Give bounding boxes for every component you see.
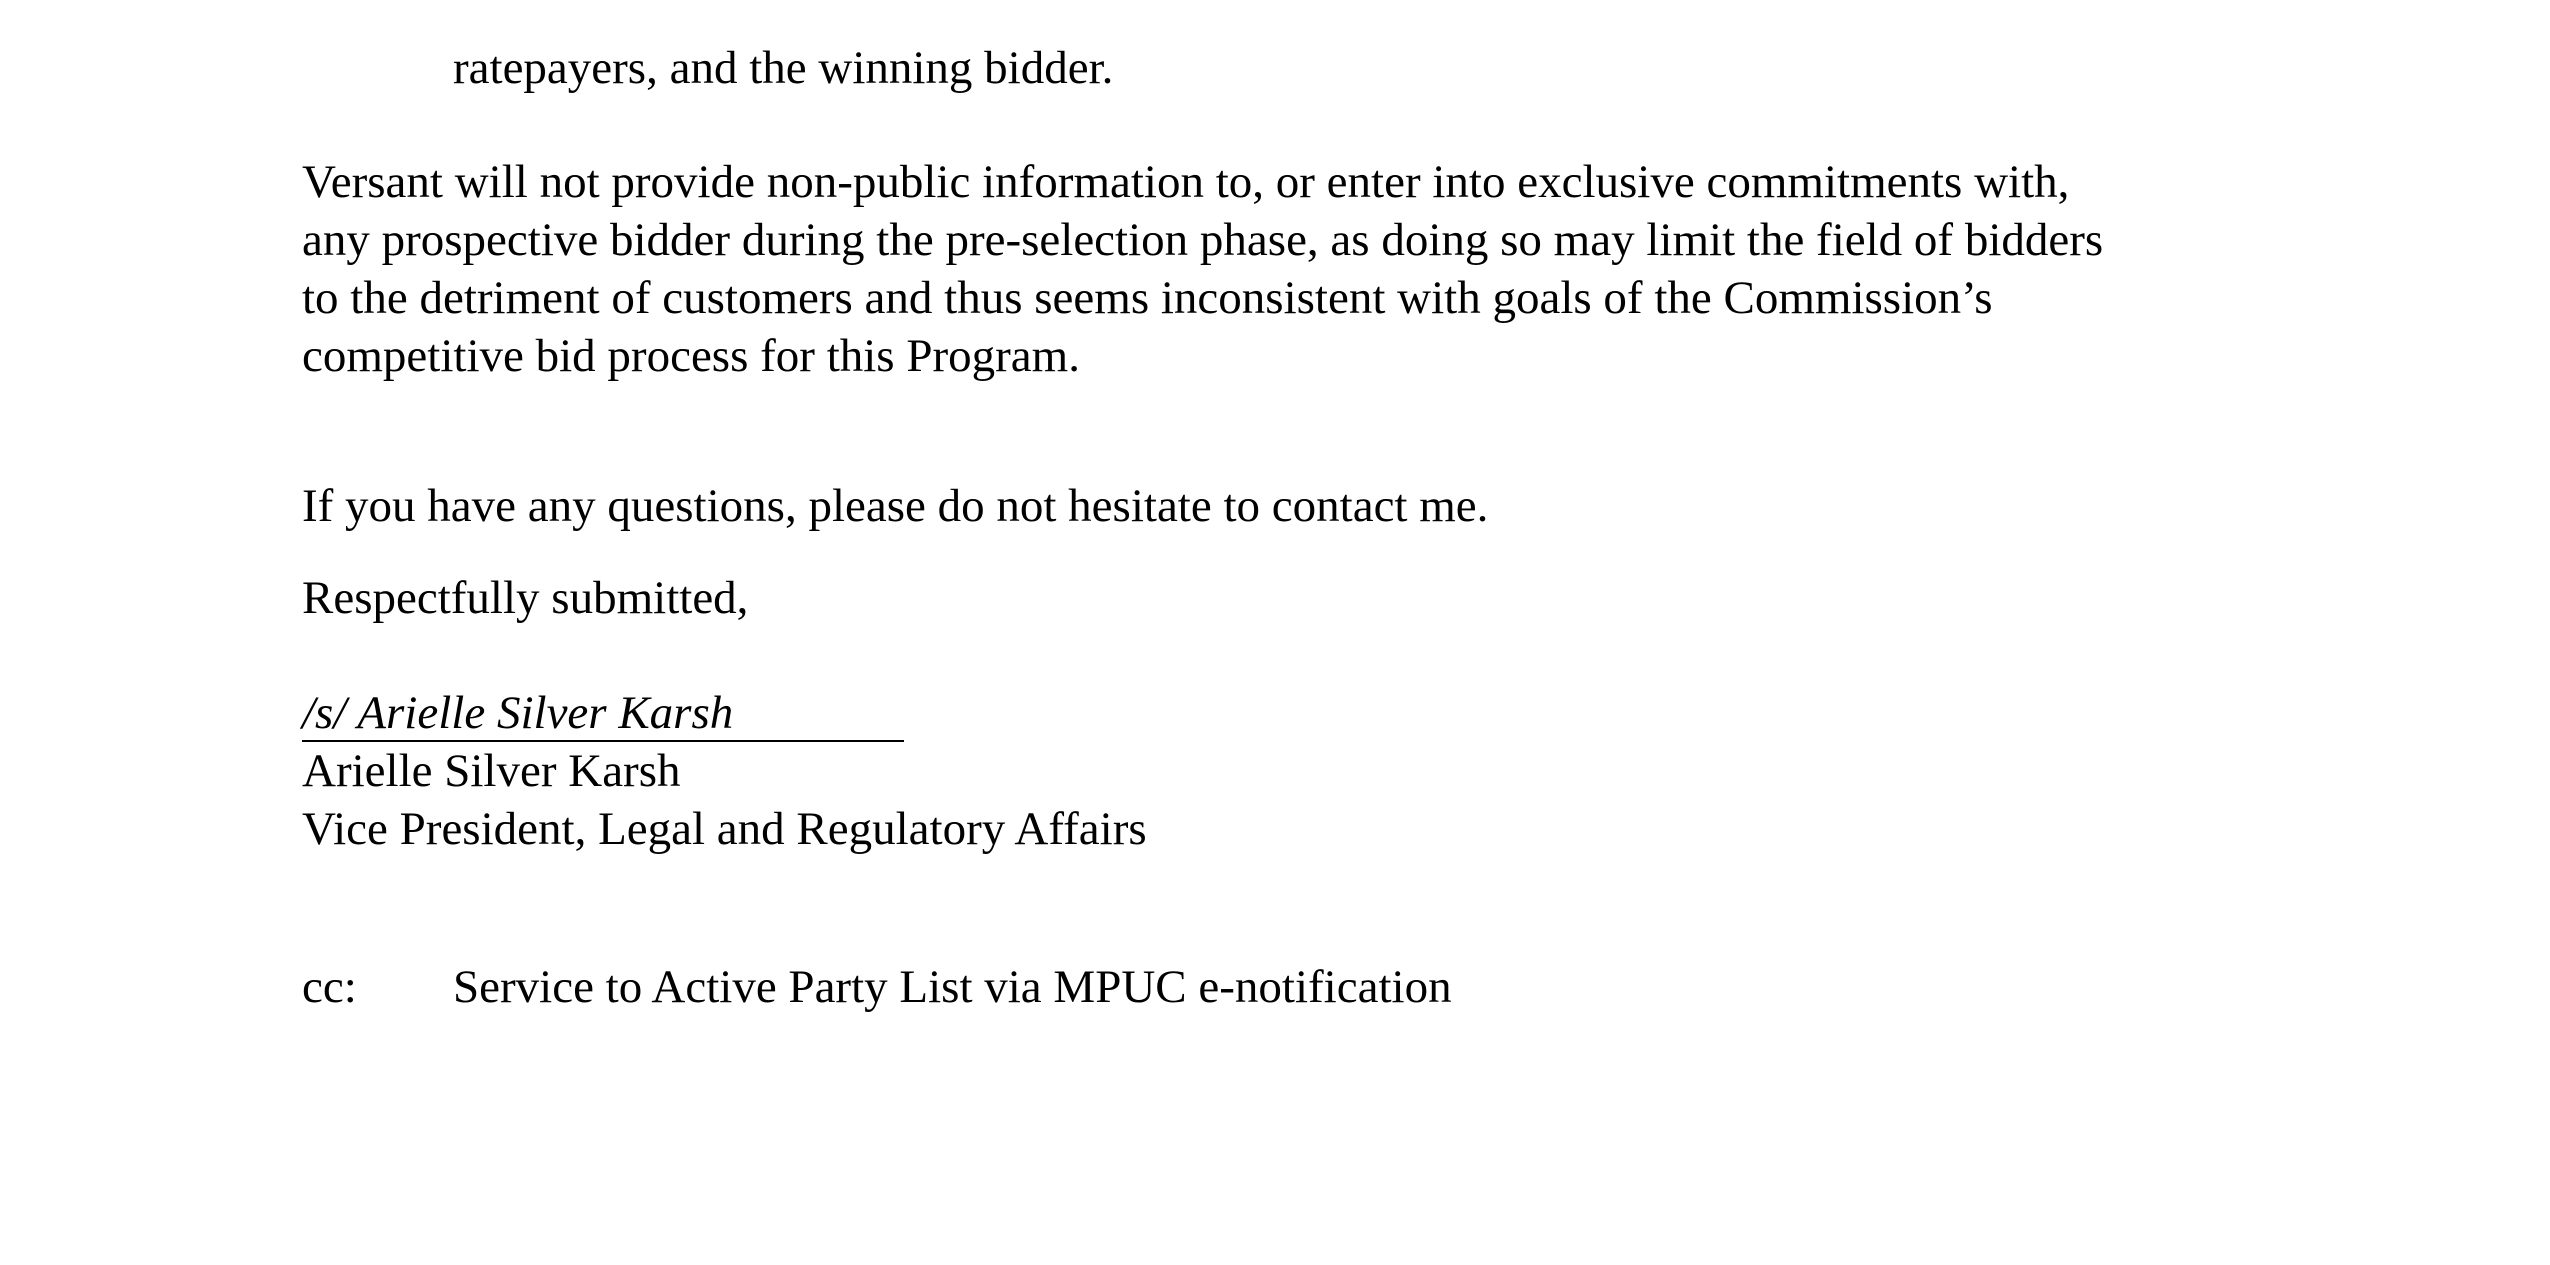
- paragraph-line: to the detriment of customers and thus seems inconsistent with goals of the Commission’s: [302, 272, 1993, 324]
- paragraph-line: Versant will not provide non-public information to, or enter into exclusive commitments with,: [302, 156, 2070, 208]
- continuation-line: ratepayers, and the winning bidder.: [453, 42, 1114, 94]
- cc-recipient-text: Service to Active Party List via MPUC e-notification: [453, 961, 1452, 1013]
- paragraph-line: any prospective bidder during the pre-selection phase, as doing so may limit the field of bidders: [302, 214, 2104, 266]
- signature-block: [302, 684, 904, 742]
- signer-name: Arielle Silver Karsh: [302, 745, 681, 797]
- signer-title: Vice President, Legal and Regulatory Affairs: [302, 803, 1147, 855]
- closing-text: Respectfully submitted,: [302, 572, 749, 624]
- questions-line: If you have any questions, please do not hesitate to contact me.: [302, 480, 1489, 532]
- signature-text: /s/ Arielle Silver Karsh: [302, 687, 734, 739]
- paragraph-line: competitive bid process for this Program.: [302, 330, 1080, 382]
- cc-label: cc:: [302, 961, 357, 1013]
